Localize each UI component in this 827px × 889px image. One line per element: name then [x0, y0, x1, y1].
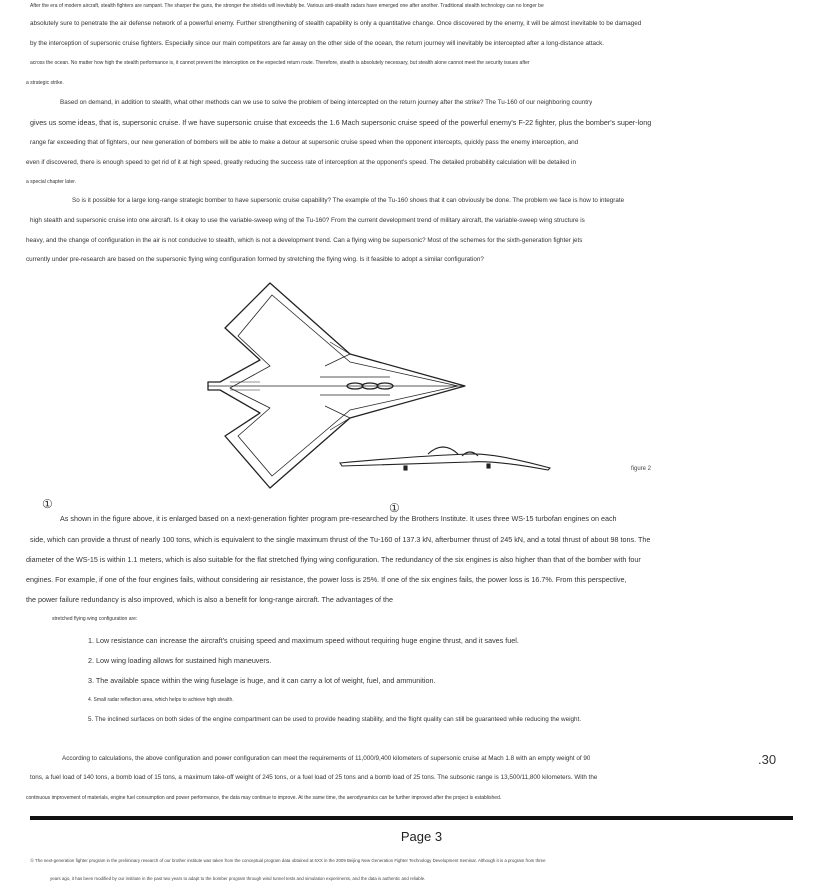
figure-caption: figure 2: [631, 466, 652, 472]
paragraph-4-line: side, which can provide a thrust of nearly 100 tons, which is equivalent to the single maximum thrust of the Tu-160 of 137.3 kN, afterburner thrust of 245 kN, and a total thrust of about 98 tons. The: [30, 535, 651, 544]
paragraph-2-line: Based on demand, in addition to stealth, what other methods can we use to solve the problem of being intercepted on the return journey after the strike? The Tu-160 of our neighboring country: [60, 99, 593, 106]
footnote-line: years ago, it has been modified by our institute in the past two years to adapt to the bomber program through wind tunnel tests and simulation experiments, and the data is authentic and reliable.: [50, 876, 426, 881]
footer-divider: [30, 816, 793, 820]
paragraph-2-line: a special chapter later.: [26, 179, 77, 185]
paragraph-3-line: high stealth and supersonic cruise into one aircraft. Is it okay to use the variable-sweep wing of the Tu-160? From the current development trend of military aircraft, the variable-sweep wing structure is: [30, 217, 585, 224]
paragraph-1-line: After the era of modern aircraft, stealth fighters are rampant. The sharper the guns, the stronger the shields will inevitably be. Various anti-stealth radars have emerged one after another. Traditional stealth technology can no longer be: [30, 3, 544, 9]
paragraph-4-line: diameter of the WS-15 is within 1.1 meters, which is also suitable for the flat stretched flying wing configuration. The redundancy of the six engines is also higher than that of the bomber with four: [26, 555, 641, 564]
paragraph-3-line: currently under pre-research are based on the supersonic flying wing configuration formed by stretching the flying wing. Is it feasible to adopt a similar configuration?: [26, 256, 484, 263]
footnote-mark: ①: [42, 497, 53, 511]
aircraft-figure: [200, 278, 580, 498]
advantage-item: 4. Small radar reflection area, which helps to achieve high stealth.: [88, 697, 234, 703]
paragraph-1-line: absolutely sure to penetrate the air defense network of a powerful enemy. Further strengthening of stealth capability is only a quantitative change. Once discovered by the enemy, it will be almost inevitable to be damaged: [30, 20, 642, 27]
aircraft-top-view: [208, 283, 465, 488]
paragraph-2-line: gives us some ideas, that is, supersonic cruise. If we have supersonic cruise that exceeds the 1.6 Mach supersonic cruise speed of the powerful enemy's F-22 fighter, plus the bomber's super-long: [30, 118, 652, 127]
margin-number: .30: [758, 752, 777, 767]
footnote-line: ① The next-generation fighter program in the preliminary research of our brother institute was taken from the conceptual program data obtained at 6XX in the 2009 Beijing New Generation Fighter Technology Development Seminar. Although it is a program from three: [30, 858, 546, 863]
paragraph-4-line: stretched flying wing configuration are:: [52, 616, 138, 622]
paragraph-3-line: So is it possible for a large long-range strategic bomber to have supersonic cruise capability? The example of the Tu-160 shows that it can obviously be done. The problem we face is how to integrate: [72, 197, 625, 204]
paragraph-5-line: continuous improvement of materials, engine fuel consumption and power performance, the data may continue to improve. At the same time, the aerodynamics can be further improved after the project is established.: [26, 795, 502, 801]
paragraph-3-line: heavy, and the change of configuration in the air is not conducive to stealth, which is not a development trend. Can a flying wing be supersonic? Most of the schemes for the sixth-generation fighter jets: [26, 237, 583, 244]
page-number: Page 3: [400, 829, 443, 844]
paragraph-2-line: range far exceeding that of fighters, our new generation of bombers will be able to make a detour at supersonic cruise speed when the opponent intercepts, quickly pass the enemy interception, and: [30, 139, 579, 146]
paragraph-1-line: across the ocean. No matter how high the stealth performance is, it cannot prevent the interception on the expected return route. Therefore, stealth is absolutely necessary, but stealth alone cannot meet the security issues after: [30, 60, 530, 66]
paragraph-5-line: tons, a fuel load of 140 tons, a bomb load of 15 tons, a maximum take-off weight of 245 tons, or a fuel load of 25 tons and a bomb load of 25 tons. The subsonic range is 13,500/11,800 kilometers. With the: [30, 774, 598, 781]
aircraft-front-view: [340, 447, 550, 470]
paragraph-5-line: According to calculations, the above configuration and power configuration can meet the requirements of 11,000/9,400 kilometers of supersonic cruise at Mach 1.8 with an empty weight of 90: [62, 755, 591, 762]
advantage-item: 5. The inclined surfaces on both sides of the engine compartment can be used to provide heading stability, and the flight quality can still be guaranteed while reducing the weight.: [88, 716, 581, 723]
paragraph-4-line: engines. For example, if one of the four engines fails, without considering air resistance, the power loss is 25%. If one of the six engines fails, the power loss is 16.7%. From this perspective,: [26, 575, 627, 584]
paragraph-1-line: by the interception of supersonic cruise fighters. Especially since our main competitors are far away on the other side of the ocean, the return journey will inevitably be intercepted after a long-distance attack.: [30, 40, 605, 47]
paragraph-2-line: even if discovered, there is enough speed to get rid of it at high speed, greatly reducing the success rate of interception at the opponent's speed. The detailed probability calculation will be detailed in: [26, 159, 576, 166]
advantage-item: 1. Low resistance can increase the aircraft's cruising speed and maximum speed without requiring huge engine thrust, and it saves fuel.: [88, 636, 519, 645]
paragraph-4-line: the power failure redundancy is also improved, which is also a benefit for long-range aircraft. The advantages of the: [26, 595, 394, 604]
advantage-item: 3. The available space within the wing fuselage is huge, and it can carry a lot of weight, fuel, and ammunition.: [88, 676, 436, 685]
paragraph-4-line: As shown in the figure above, it is enlarged based on a next-generation fighter program pre-researched by the Brothers Institute. It uses three WS-15 turbofan engines on each: [60, 514, 617, 523]
paragraph-1-line: a strategic strike.: [26, 80, 64, 86]
footnote-mark: ①: [389, 501, 400, 515]
advantage-item: 2. Low wing loading allows for sustained high maneuvers.: [88, 656, 272, 665]
